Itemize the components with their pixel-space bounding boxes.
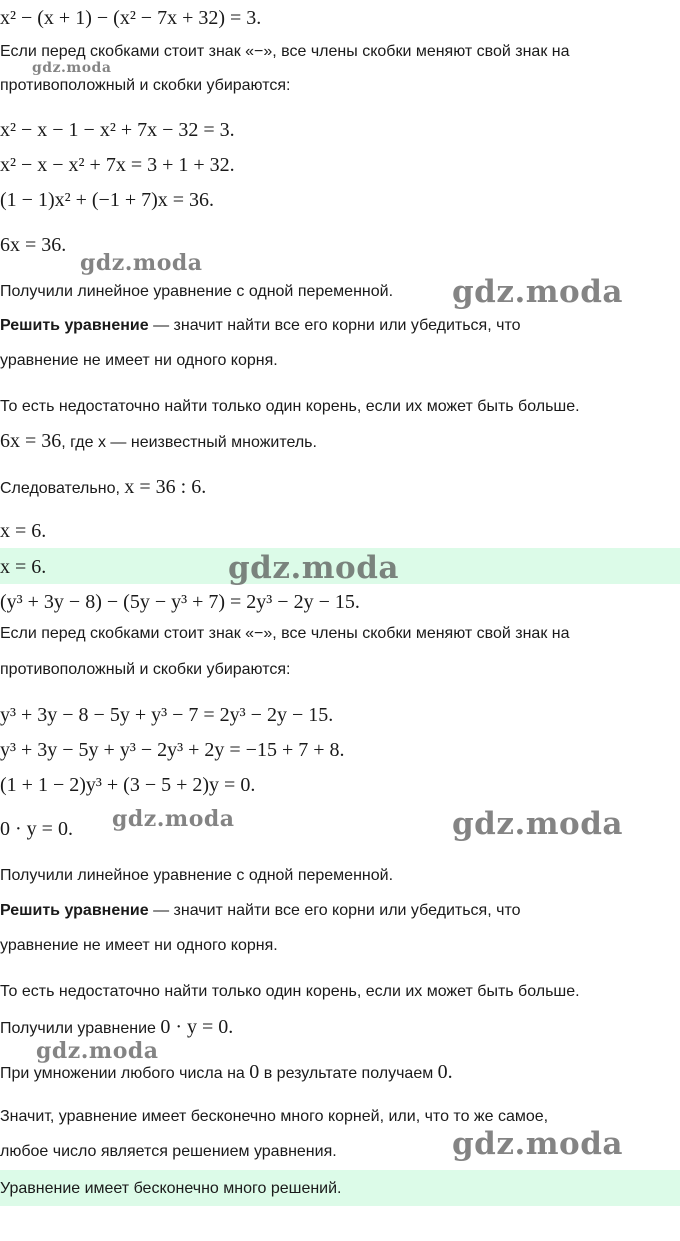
solve-term-b: Решить уравнение <box>0 902 149 919</box>
linear-note-b: Получили линейное уравнение с одной переменной. <box>0 867 394 884</box>
step-b-4: 0 · y = 0. <box>0 818 73 840</box>
watermark: gdz.moda <box>112 806 235 832</box>
hence-label-a: Следовательно, <box>0 480 125 497</box>
solve-term-a: Решить уравнение <box>0 317 149 334</box>
rule-text-a-line2: противоположный и скобки убираются: <box>0 77 291 94</box>
watermark: gdz.moda <box>452 806 623 842</box>
solve-definition-b <box>0 901 521 921</box>
watermark: gdz.moda <box>80 250 203 276</box>
step-a-1: x² − x − 1 − x² + 7x − 32 = 3. <box>0 119 235 141</box>
equation-b: (y³ + 3y − 8) − (5y − y³ + 7) = 2y³ − 2y − 15. <box>0 591 360 613</box>
factor-line-a <box>0 429 317 453</box>
factor-note-a: , где x — неизвестный множитель. <box>61 434 317 451</box>
equation-a: x² − (x + 1) − (x² − 7x + 32) = 3. <box>0 7 262 29</box>
hence-eq-a: x = 36 : 6. <box>124 476 207 498</box>
got-equation-b <box>0 1015 233 1039</box>
solve-definition-a-rest: — значит найти все его корни или убедиться, что <box>148 317 521 334</box>
not-enough-a: То есть недостаточно найти только один корень, если их может быть больше. <box>0 398 580 415</box>
solve-definition-b-rest: — значит найти все его корни или убедиться, что <box>148 902 521 919</box>
watermark: gdz.moda <box>32 60 112 76</box>
solve-definition-b-line2: уравнение не имеет ни одного корня. <box>0 937 278 954</box>
got-eq-b: 0 · y = 0. <box>160 1016 234 1038</box>
watermark: gdz.moda <box>228 550 399 586</box>
step-b-3: (1 + 1 − 2)y³ + (3 − 5 + 2)y = 0. <box>0 774 256 796</box>
linear-note-a: Получили линейное уравнение с одной переменной. <box>0 283 394 300</box>
watermark: gdz.moda <box>36 1038 159 1064</box>
watermark: gdz.moda <box>452 1126 623 1162</box>
answer-a: x = 6. <box>0 556 47 578</box>
infinite-roots-b-line1: Значит, уравнение имеет бесконечно много корней, или, что то же самое, <box>0 1108 549 1125</box>
mult-zero1-b: 0 <box>249 1061 260 1083</box>
solve-definition-a <box>0 316 521 336</box>
rule-text-a-line1: Если перед скобками стоит знак «−», все члены скобки меняют свой знак на <box>0 43 570 60</box>
not-enough-b: То есть недостаточно найти только один корень, если их может быть больше. <box>0 983 580 1000</box>
mult-zero2-b: 0. <box>437 1061 453 1083</box>
mult-before-b: При умножении любого числа на <box>0 1065 250 1082</box>
result-a: x = 6. <box>0 520 47 542</box>
solve-definition-a-line2: уравнение не имеет ни одного корня. <box>0 352 278 369</box>
answer-b: Уравнение имеет бесконечно много решений. <box>0 1180 342 1197</box>
watermark: gdz.moda <box>452 274 623 310</box>
step-a-2: x² − x − x² + 7x = 3 + 1 + 32. <box>0 154 235 176</box>
step-a-4: 6x = 36. <box>0 234 67 256</box>
factor-eq-a: 6x = 36 <box>0 430 62 452</box>
step-b-2: y³ + 3y − 5y + y³ − 2y³ + 2y = −15 + 7 + 8. <box>0 739 345 761</box>
step-b-1: y³ + 3y − 8 − 5y + y³ − 7 = 2y³ − 2y − 15. <box>0 704 334 726</box>
step-a-3: (1 − 1)x² + (−1 + 7)x = 36. <box>0 189 215 211</box>
hence-line-a <box>0 475 206 499</box>
got-label-b: Получили уравнение <box>0 1020 161 1037</box>
mult-mid-b: в результате получаем <box>259 1065 438 1082</box>
rule-text-b-line2: противоположный и скобки убираются: <box>0 661 291 678</box>
infinite-roots-b-line2: любое число является решением уравнения. <box>0 1143 337 1160</box>
rule-text-b-line1: Если перед скобками стоит знак «−», все члены скобки меняют свой знак на <box>0 625 570 642</box>
